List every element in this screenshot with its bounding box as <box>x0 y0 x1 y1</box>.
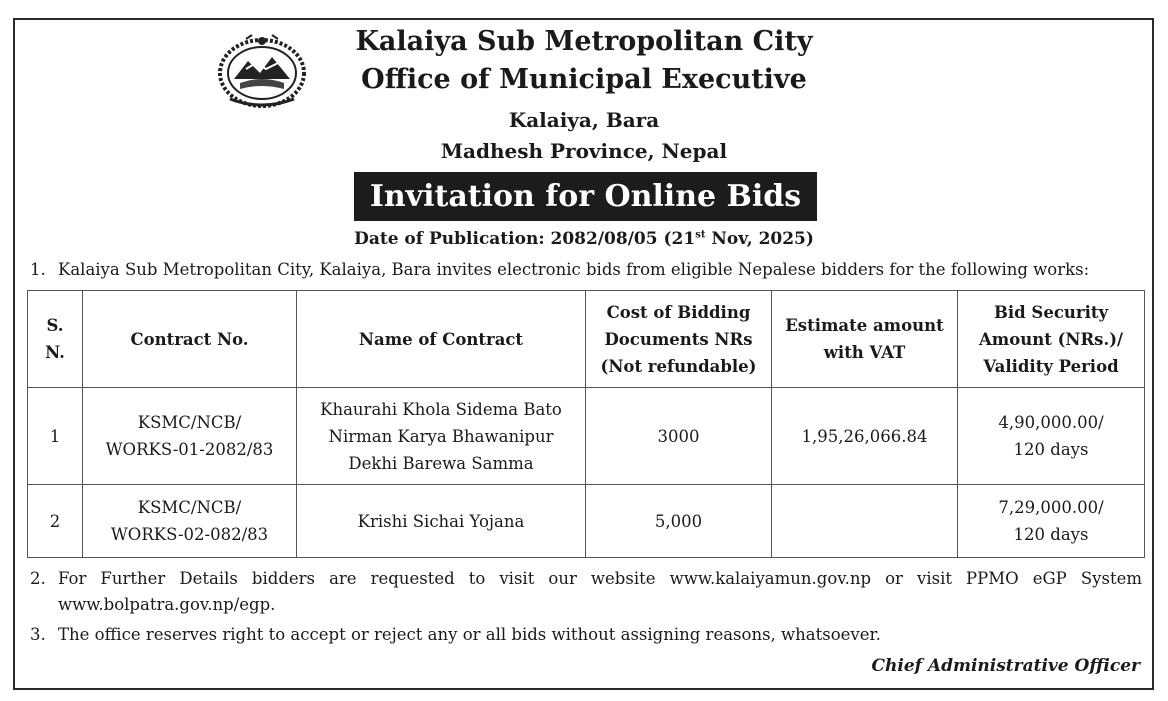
cell-estimate-amount <box>772 485 958 558</box>
paragraph-number: 1. <box>30 260 46 279</box>
signatory: Chief Administrative Officer <box>871 656 1140 676</box>
cell-document-cost: 3000 <box>586 388 772 485</box>
office-location: Kalaiya, Bara <box>508 108 660 132</box>
publication-date: Date of Publication: 2082/08/05 (21st Nov, 2025) <box>354 229 814 249</box>
notice-title: Invitation for Online Bids <box>354 172 817 221</box>
egp-link-text: www.bolpatra.gov.np/egp. <box>58 595 276 614</box>
office-name: Office of Municipal Executive <box>361 64 807 95</box>
paragraph-1 <box>30 257 1150 283</box>
header-document-cost: Cost of Bidding Documents NRs (Not refundable) <box>586 291 772 388</box>
province-country: Madhesh Province, Nepal <box>440 139 728 163</box>
paragraph-3 <box>30 622 1142 648</box>
paragraph-text: The office reserves right to accept or reject any or all bids without assigning reasons, whatsoever. <box>58 625 881 644</box>
table-row <box>28 485 1145 558</box>
cell-contract-no: KSMC/NCB/ WORKS-01-2082/83 <box>83 388 297 485</box>
paragraph-number: 3. <box>30 625 46 644</box>
cell-bid-security: 4,90,000.00/ 120 days <box>958 388 1145 485</box>
cell-contract-no: KSMC/NCB/ WORKS-02-082/83 <box>83 485 297 558</box>
cell-contract-name: Khaurahi Khola Sidema Bato Nirman Karya Bhawanipur Dekhi Barewa Samma <box>297 388 586 485</box>
header-contract-no: Contract No. <box>83 291 297 388</box>
table-row <box>28 388 1145 485</box>
header-estimate-amount: Estimate amount with VAT <box>772 291 958 388</box>
cell-contract-name: Krishi Sichai Yojana <box>297 485 586 558</box>
table-header-row <box>28 291 1145 388</box>
header-contract-name: Name of Contract <box>297 291 586 388</box>
municipality-name: Kalaiya Sub Metropolitan City <box>355 26 813 57</box>
cell-sn: 1 <box>28 388 83 485</box>
cell-document-cost: 5,000 <box>586 485 772 558</box>
header-bid-security: Bid Security Amount (NRs.)/ Validity Period <box>958 291 1145 388</box>
paragraph-text: Kalaiya Sub Metropolitan City, Kalaiya, Bara invites electronic bids from eligible Nepalese bidders for the following works: <box>58 260 1090 279</box>
cell-estimate-amount: 1,95,26,066.84 <box>772 388 958 485</box>
paragraph-2 <box>30 566 1142 618</box>
bids-table <box>27 290 1145 558</box>
cell-bid-security: 7,29,000.00/ 120 days <box>958 485 1145 558</box>
paragraph-number: 2. <box>30 569 46 588</box>
cell-sn: 2 <box>28 485 83 558</box>
header-sn: S. N. <box>28 291 83 388</box>
paragraph-text: For Further Details bidders are requested to visit our website www.kalaiyamun.gov.np or visit PPMO eGP System <box>58 569 1142 588</box>
